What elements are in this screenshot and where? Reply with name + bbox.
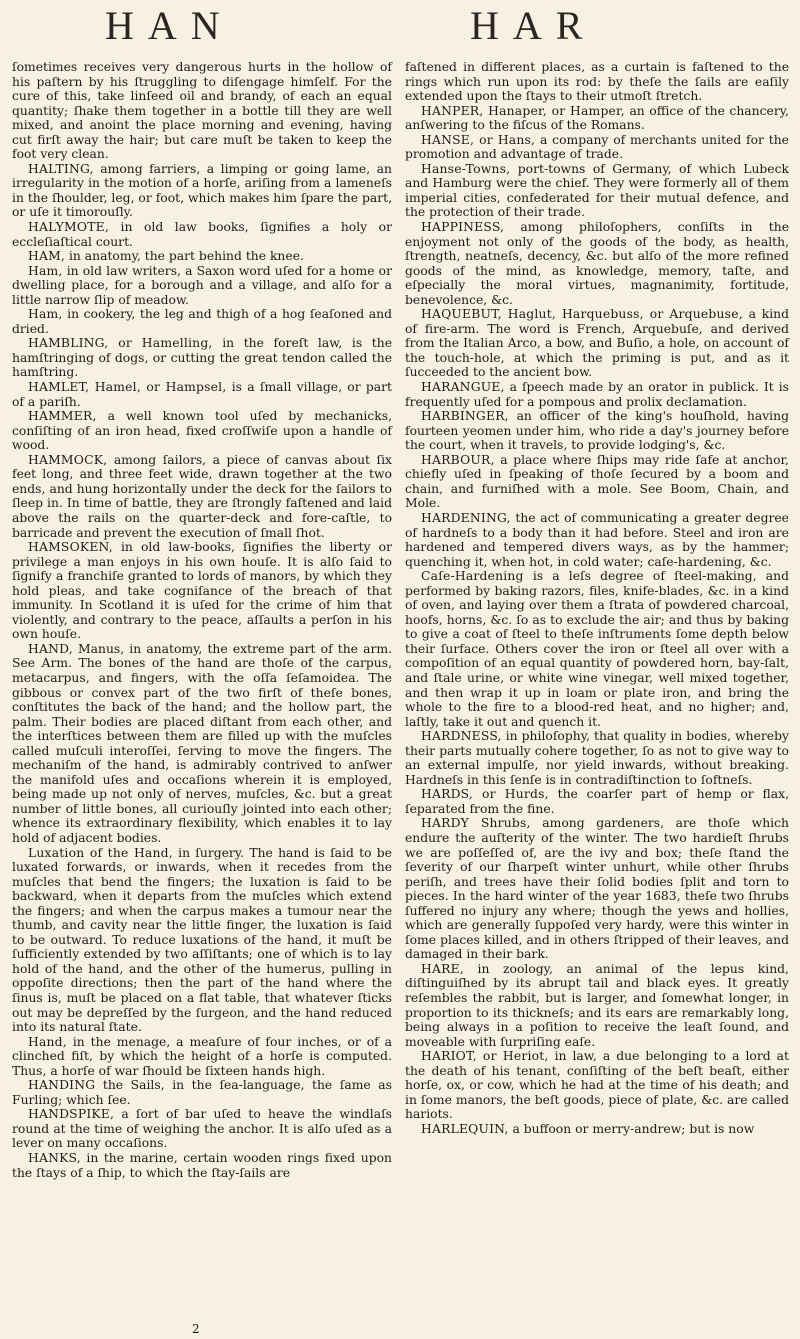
dictionary-entry — [12, 642, 392, 846]
entry-headword: Caſe-Hardening — [421, 569, 524, 584]
dictionary-entry — [405, 569, 789, 729]
entry-text: in zoology, an animal of the lepus kind, diſtinguiſhed by its abrupt tail and black eyes. It greatly reſembles the rabbit, but is larger, and ſomewhat longer, in proportion to its thickneſs; and its ears are remarkably long, being always in a poſition to receive the leaſt ſound, and moveable with ſurpriſing eaſe. — [405, 961, 789, 1049]
entry-text: in the foreſt law, is the hamſtringing of dogs, or cutting the great tendon called the hamſtring. — [12, 336, 392, 380]
dictionary-entry — [12, 162, 392, 220]
entry-text: ſometimes receives very dangerous hurts in the hollow of his paſtern by his ſtruggling to diſengage himſelf. For the cure of this, take linſeed oil and brandy, of each an equal quantity; ſhake them together in a bottle till they are well mixed, and anoint the place morning and evening, having cut firſt away the hair; but care muſt be taken to keep the foot very clean. — [12, 60, 392, 162]
dictionary-entry — [12, 1078, 392, 1107]
page-number: 2 — [192, 1322, 200, 1336]
dictionary-entry — [405, 162, 789, 220]
entry-headword: HAQUEBUT, Haglut, Harquebuss, or Arquebuse, — [421, 307, 743, 322]
dictionary-entry — [405, 453, 789, 511]
entry-headword: HAPPINESS, — [421, 220, 505, 235]
entry-headword: HARBINGER, — [421, 409, 509, 424]
entry-headword: HANKS, — [28, 1151, 81, 1166]
entry-text: Manus, in anatomy, the extreme part of the arm. See Arm. The bones of the hand are thoſe of the carpus, metacarpus, and fingers, with the oſſa ſeſamoidea. The gibbous or convex part of the two firſt of theſe bones, conſtitutes the back of the hand; and the hollow part, the palm. Their bodies are placed diſtant from each other, and the interſtices between them are filled up with the muſcles called muſculi interoſſei, ſerving to move the fingers. The mechaniſm of the hand, is admirably contrived to anſwer the manifold uſes and occaſions wherein it is employed, being made up not only of nerves, muſcles, &c. but a great number of little bones, all curiouſly jointed into each other; whence its extraordinary flexibility, which enables it to lay hold of adjacent bodies. — [12, 641, 392, 845]
entry-text: in law, a due belonging to a lord at the death of his tenant, conſiſting of the beſt beaſt, either horſe, ox, or cow, which he had at the time of his death; and in ſome manors, the beſt goods, piece of plate, &c. are called hariots. — [405, 1049, 789, 1122]
entry-text: the act of communicating a greater degree of hardneſs to a body than it had before. Steel and iron are hardened and tempered divers ways, as by the hammer; quenching it, when hot, in cold water; caſe-hardening, &c. — [405, 510, 789, 569]
entry-text: a well known tool uſed by mechanicks, conſiſting of an iron head, fixed croſſwiſe upon a handle of wood. — [12, 409, 392, 453]
dictionary-entry — [12, 453, 392, 540]
right-column — [405, 60, 789, 1136]
entry-text: is a leſs degree of ſteel-making, and performed by baking razors, files, knife-blades, &c. in a kind of oven, and laying over them a ſtrata of powdered charcoal, hoofs, horns, &c. ſo as to exclude the air; and thus by baking to give a coat of ſteel to theſe inſtruments ſome depth below their ſurface. Others cover the iron or ſteel all over with a compoſition of an equal quantity of powdered horn, bay-ſalt, and ſtale urine, or white wine vinegar, well mixed together, and then wrap it up in loam or plate iron, and bring the whole to the fire to a blood-red heat, and no higher; and, laſtly, take it out and quench it. — [405, 569, 789, 729]
entry-text: among farriers, a limping or going lame, an irregularity in the motion of a horſe, ariſing from a lameneſs in the ſhoulder, leg, or foot, which makes him ſpare the part, or uſe it timorouſly. — [12, 161, 392, 220]
entry-headword: HAMMOCK, — [28, 452, 108, 467]
entry-headword: HARDS, or Hurds, — [421, 787, 549, 802]
entry-text: the coarſer part of hemp or flax, ſeparated from the fine. — [405, 787, 789, 816]
entry-text: in old law writers, a Saxon word uſed for a home or dwelling place, for a borough and a village, and alſo for a little narrow ſlip of meadow. — [12, 263, 393, 307]
dictionary-entry — [12, 409, 392, 453]
entry-text: in the menage, a meaſure of four inches, or of a clinched fiſt, by which the height of a horſe is computed. Thus, a horſe of war ſhould be ſixteen hands high. — [12, 1034, 392, 1078]
dictionary-entry — [12, 336, 392, 380]
dictionary-entry — [405, 380, 789, 409]
entry-text: in ſurgery. The hand is ſaid to be luxated forwards, or inwards, when it recedes from the muſcles that bend the fingers; the luxation is ſaid to be backward, when it departs from the muſcles which extend the fingers; and when the carpus makes a tumour near the thumb, and cavity near the little finger, the luxation is ſaid to be outward. To reduce luxations of the hand, it muſt be ſufficiently extended by two aſſiſtants; one of which is to lay hold of the hand, and the other of the humerus, pulling in oppoſite directions; then the part of the hand where the ſinus is, muſt be placed on a flat table, that whatever ſticks out may be depreſſed by the ſurgeon, and the hand reduced into its natural ſtate. — [12, 845, 392, 1035]
entry-headword: HARDY Shrubs, — [421, 816, 531, 831]
dictionary-entry — [12, 1151, 392, 1180]
running-head-left: HAN — [105, 3, 234, 48]
running-head-right: HAR — [470, 3, 597, 48]
entry-headword: HARE, — [421, 961, 464, 976]
dictionary-entry — [405, 1122, 789, 1137]
entry-headword: Hanse-Towns, — [421, 161, 511, 176]
dictionary-entry — [12, 1035, 392, 1079]
entry-headword: HAND, — [28, 641, 73, 656]
entry-text: in anatomy, the part behind the knee. — [68, 249, 304, 264]
entry-headword: HARLEQUIN, — [421, 1121, 509, 1136]
dictionary-entry — [405, 787, 789, 816]
dictionary-entry — [12, 264, 392, 308]
entry-headword: HAMBLING, or Hamelling, — [28, 336, 213, 351]
entry-text: is a ſmall village, or part of a pariſh. — [12, 380, 392, 409]
dictionary-entry — [12, 1107, 392, 1151]
dictionary-entry — [405, 409, 789, 453]
dictionary-entry — [405, 816, 789, 961]
entry-text: a ſpeech made by an orator in publick. It is frequently uſed for a pompous and prolix declamation. — [405, 380, 789, 409]
entry-text: the Sails, in the ſea-language, the ſame as Furling; which ſee. — [12, 1078, 392, 1107]
entry-headword: HAMSOKEN, — [28, 540, 113, 555]
entry-headword: HAMLET, Hamel, or Hampsel, — [28, 380, 227, 395]
dictionary-entry — [405, 220, 789, 307]
entry-text: a kind of fire-arm. The word is French, Arquebuſe, and derived from the Italian Arco, a bow, and Buſio, a hole, on account of the touch-hole, at which the priming is put, and as it ſucceeded to the ancient bow. — [405, 307, 789, 380]
entry-headword: HARDENING, — [421, 510, 511, 525]
dictionary-entry — [12, 540, 392, 642]
dictionary-entry — [12, 60, 392, 162]
entry-text: a company of merchants united for the promotion and advantage of trade. — [405, 132, 789, 162]
dictionary-entry — [405, 104, 789, 133]
dictionary-entry — [12, 220, 392, 249]
entry-text: in old law books, ſignifies a holy or eccleſiaſtical court. — [12, 220, 392, 249]
dictionary-entry — [405, 962, 789, 1049]
entry-headword: HARDNESS, — [421, 729, 502, 744]
entry-headword: HARIOT, or Heriot, — [421, 1049, 549, 1064]
entry-text: faſtened in different places, as a curtain is faſtened to the rings which run upon its rod: by theſe the ſails are eaſily extended upon the ſtays to their utmoſt ſtretch. — [405, 60, 789, 104]
entry-headword: HALYMOTE, — [28, 220, 109, 235]
entry-headword: Ham, — [28, 307, 63, 322]
dictionary-entry — [12, 307, 392, 336]
entry-text: a ſort of bar uſed to heave the windlaſs round at the time of weighing the anchor. It is alſo uſed as a lever on many occaſions. — [12, 1107, 392, 1151]
entry-text: in cookery, the leg and thigh of a hog ſeaſoned and dried. — [12, 307, 392, 336]
entry-headword: Ham, — [28, 263, 63, 278]
entry-text: among philoſophers, conſiſts in the enjoyment not only of the goods of the body, as health, ſtrength, neatneſs, decency, &c. but alſo of the more refined goods of the mind, as knowledge, memory, taſte, and eſpecially the moral virtues, magnanimity, fortitude, benevolence, &c. — [405, 220, 789, 307]
entry-headword: Luxation of the Hand, — [28, 845, 173, 860]
dictionary-entry — [405, 511, 789, 569]
entry-headword: HARBOUR, — [421, 452, 495, 467]
entry-headword: HARANGUE, — [421, 380, 505, 395]
entry-headword: HALTING, — [28, 161, 94, 176]
dictionary-entry — [12, 249, 392, 264]
entry-headword: Hand, — [28, 1034, 67, 1049]
dictionary-entry — [405, 1049, 789, 1122]
entry-headword: HAMMER, — [28, 409, 97, 424]
entry-text: in the marine, certain wooden rings fixed upon the ſtays of a ſhip, to which the ſtay-ſails are — [12, 1151, 392, 1180]
dictionary-entry — [405, 133, 789, 162]
entry-headword: HAM, — [28, 249, 66, 264]
dictionary-entry — [405, 60, 789, 104]
dictionary-entry — [12, 380, 392, 409]
entry-text: among gardeners, are thoſe which endure the auſterity of the winter. The two hardieſt ſhrubs we are poſſeſſed of, are the ivy and box; theſe ſtand the ſeverity of our ſharpeſt winter unhurt, while other ſhrubs periſh, and trees have their ſolid bodies ſplit and torn to pieces. In the hard winter of the year 1683, theſe two ſhrubs ſuffered no injury any where; though the yews and hollies, which are generally ſuppoſed very hardy, were this winter in ſome places killed, and in others ſtripped of their leaves, and damaged in their bark. — [405, 816, 789, 962]
entry-text: port-towns of Germany, of which Lubeck and Hamburg were the chief. They were formerly all of them imperial cities, confederated for their mutual defence, and the protection of their trade. — [405, 161, 789, 220]
dictionary-entry — [405, 729, 789, 787]
entry-headword: HANDING — [28, 1078, 96, 1093]
entry-text: an office of the chancery, anſwering to the fiſcus of the Romans. — [405, 103, 789, 133]
entry-text: a buffoon or merry-andrew; but is now — [512, 1121, 755, 1136]
entry-text: among ſailors, a piece of canvas about ſix feet long, and three feet wide, drawn together at the two ends, and hung horizontally under the deck for the ſailors to ſleep in. In time of battle, they are ſtrongly faſtened and laid above the rails on the quarter-deck and fore-caſtle, to barricade and prevent the execution of ſmall ſhot. — [12, 452, 392, 540]
entry-text: in old law-books, ſignifies the liberty or privilege a man enjoys in his own houſe. It is alſo ſaid to ſignify a franchiſe granted to lords of manors, by which they hold pleas, and take cogniſance of the breach of that immunity. In Scotland it is uſed for the crime of him that violently, and contrary to the peace, aſſaults a perſon in his own houſe. — [12, 540, 392, 642]
entry-text: an officer of the king's houſhold, having fourteen yeomen under him, who ride a day's journey before the court, when it travels, to provide lodging's, &c. — [405, 409, 789, 453]
entry-text: in philoſophy, that quality in bodies, whereby their parts mutually cohere together, ſo as not to give way to an external impulſe, nor yield inwards, without breaking. Hardneſs in this ſenſe is in contradiſtinction to ſoftneſs. — [405, 729, 789, 787]
entry-text: a place where ſhips may ride ſafe at anchor, chiefly uſed in ſpeaking of thoſe ſecured by a boom and chain, and furniſhed with a mole. See Boom, Chain, and Mole. — [405, 452, 789, 511]
left-column — [12, 60, 392, 1180]
dictionary-entry — [405, 307, 789, 380]
dictionary-entry — [12, 846, 392, 1035]
entry-headword: HANDSPIKE, — [28, 1107, 115, 1122]
entry-headword: HANPER, Hanaper, or Hamper, — [421, 103, 625, 118]
entry-headword: HANSE, or Hans, — [421, 132, 536, 147]
